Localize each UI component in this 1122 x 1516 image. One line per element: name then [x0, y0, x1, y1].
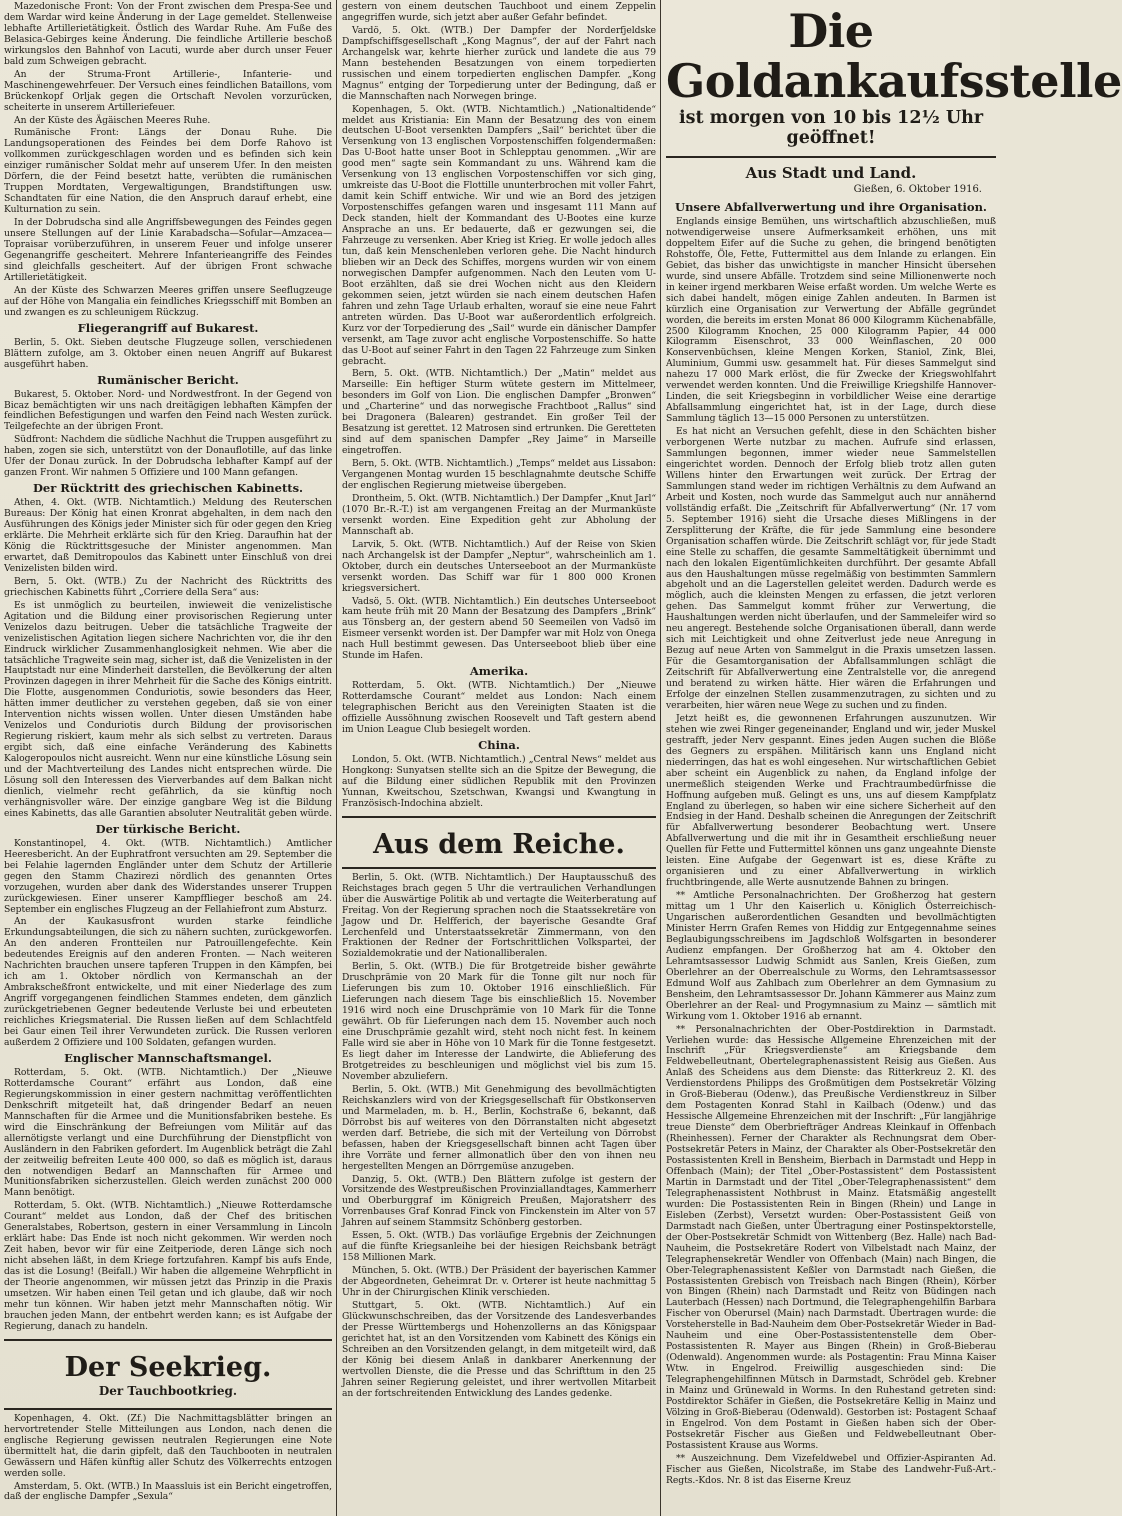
article-paragraph: Bern, 5. Okt. (WTB. Nichtamtlich.) Der „Matin“ meldet aus Marseille: Ein heftiger Sturm wütete gestern im Mittelmeer, besonders im Golf von Lion. Die englischen Dampfer „Bronwen“ und „Charterine“ und das norwegische Frachtboot „Rallus“ sind bei Dragonera (Balearen) gestrandet. Ein großer Teil der Besatzung ist gerettet. 12 Matrosen sind ertrunken. Die Geretteten sind auf dem spanischen Dampfer „Rey Jaime“ in Marseille eingetroffen. — [342, 368, 656, 457]
article-paragraph: Stuttgart, 5. Okt. (WTB. Nichtamtlich.) Auf ein Glückwunschschreiben, das der Vorsitzende des Landesverbandes der Presse Württembergs und Hohenzollerns an das Königspaar gerichtet hat, ist an den Vorsitzenden vom Kabinett des Königs ein Schreiben an den Vorsitzenden gelangt, in dem mitgeteilt wird, daß der König bei diesem Anlaß in dankbarer Anerkennung der wertvollen Dienste, die die Presse und das Schrifttum in den 25 Jahren seiner Regierung geleistet, und ihrer wertvollen Mitarbeit an der fortschreitenden Entwicklung des Landes gedenke. — [342, 1299, 656, 1399]
article-paragraph: Berlin, 5. Okt. Sieben deutsche Flugzeuge sollen, verschiedenen Blättern zufolge, am 3. Oktober einen neuen Angriff auf Bukarest ausgeführt haben. — [4, 336, 332, 370]
article-paragraph: Es hat nicht an Versuchen gefehlt, diese in den Schächten bisher verborgenen Werte nutzbar zu machen. Aufrufe sind erlassen, Sammlungen begonnen, immer wieder neue Sammelstellen eingerichtet worden. Dennoch der Erfolg blieb trotz allen guten Willens hinter den Erwartungen weit zurück. Der Ertrag der Sammlungen stand weder im richtigen Verhältnis zu dem Aufwand an Arbeit und Kosten, noch wurde das Sammelgut auch nur annähernd vollständig erfaßt. Die „Zeitschrift für Abfallverwertung“ (Nr. 17 vom 5. September 1916) sieht die Ursache dieses Mißlingens in der Zersplitterung der Kräfte, die für jede Sammlung eine besondere Organisation schaffen würde. Die Zeitschrift schlägt vor, für jede Stadt eine Stelle zu schaffen, die gesamte Sammeltätigkeit übernimmt und nach den lokalen Eigentümlichkeiten durchführt. Der gesamte Abfall aus den Haushaltungen müsse regelmäßig von bestimmten Sammlern abgeholt und an die Lagerstellen geleitet werden. Dadurch werde es möglich, auch die kleinsten Mengen zu erfassen, die jetzt verloren gehen. Das Sammelgut kommt früher zur Verwertung, die Haushaltungen werden nicht überlaufen, und der Sammeleifer wird so neu angeregt. Bestehende solche Organisationen überall, dann werde sich mit Leichtigkeit und ohne Zeitverlust jede neue Anregung in Bezug auf neue Arten von Sammelgut in die Praxis umsetzen lassen. Für die Gesamtorganisation der Abfallsammlungen schlägt die Zeitschrift für Abfallverwertung eine Zentralstelle vor, die anregend und beratend zu wirken hätte. Hier wären die Erfahrungen und Erfolge der einzelnen Stellen zusammenzutragen, zu sichten und zu verarbeiten, hier wären neue Wege zu suchen und zu finden. — [666, 426, 996, 711]
section-heading: Amerika. — [469, 664, 529, 679]
section-box — [342, 816, 656, 869]
article-paragraph: In der Dobrudscha sind alle Angriffsbewegungen des Feindes gegen unsere Stellungen auf der Linie Karabadscha—Sofular—Amzacea—Topraisar vorüberzuführen, in unserem Feuer und infolge unserer Gegenangriffe gescheitert. Mehrere Infanterieangriffe des Feindes sind gleichfalls gescheitert. Auf der übrigen Front schwache Artillerietätigkeit. — [4, 217, 332, 283]
dateline: Gießen, 6. Oktober 1916. — [853, 184, 982, 195]
section-subheading: Der Tauchbootkrieg. — [98, 1383, 238, 1398]
ad-title: Die Goldankaufsstelle — [666, 4, 1122, 108]
section-heading: Rumänischer Bericht. — [97, 372, 239, 387]
section-heading: Der türkische Bericht. — [95, 821, 241, 836]
article-heading: Unsere Abfallverwertung und ihre Organisation. — [675, 200, 987, 214]
article-paragraph: Danzig, 5. Okt. (WTB.) Den Blättern zufolge ist gestern der Vorsitzende des Westpreußischen Provinziallandtages, Kammerherr und Oberburggraf im Königreich Preußen, Majoratsherr des Vorrenbauses Graf Konrad Finck von Finckenstein im Alter von 57 Jahren auf seinem Stammsitz Schönberg gestorben. — [342, 1173, 656, 1229]
article-paragraph: An der Kaukasusfront wurden starke feindliche Erkundungsabteilungen, die sich zu nähern suchten, zurückgeworfen. An den anderen Frontteilen nur Patrouillengefechte. Kein bedeutendes Ereignis auf den anderen Fronten. — Nach weiteren Nachrichten brauchen unsere tapferen Truppen in den Kämpfen, bei ich am 1. Oktober nördlich von Kermanschah an der Ambrakscheßfront entwickelte, und mit einer Niederlage des zum Angriff vorgegangenen feindlichen Stammes endeten, dem gänzlich zurückgetriebenen Gegner bedeutende Verluste bei und erbeuteten reichliches Kriegsmaterial. Die Russen ließen auf dem Schlachtfeld bei Gaur einen Teil ihrer Verwundeten zurück. Die Russen verloren außerdem 2 Offiziere und 100 Soldaten, gefangen wurden. — [4, 916, 332, 1048]
article-paragraph: Bern, 5. Okt. (WTB. Nichtamtlich.) „Temps“ meldet aus Lissabon: Vergangenen Montag wurden 15 beschlagnahmte deutsche Schiffe der englischen Regierung mietweise übergeben. — [342, 458, 656, 491]
section-heading: Englischer Mannschaftsmangel. — [64, 1050, 272, 1065]
section-heading: Aus Stadt und Land. — [745, 164, 917, 182]
article-paragraph: Südfront: Nachdem die südliche Nachhut die Truppen ausgeführt zu haben, zogen sie sich, unterstützt von der Donauflotille, auf das linke Ufer der Donau zurück. In der Dobrudscha lebhafter Kampf auf der ganzen Front. Wir nahmen 5 Offiziere und 100 Mann gefangen. — [4, 434, 332, 479]
article-paragraph: Drontheim, 5. Okt. (WTB. Nichtamtlich.) Der Dampfer „Knut Jarl“ (1070 Br.-R.-T.) ist am vergangenen Freitag an der Murmanküste versenkt worden. Eine Expedition geht zur Abholung der Mannschaft ab. — [342, 492, 656, 537]
column-middle — [338, 0, 660, 1516]
article-paragraph: Bukarest, 5. Oktober. Nord- und Nordwestfront. In der Gegend von Bicaz bemächtigten wir uns nach dreitägigen lebhaften Kämpfen der feindlichen Befestigungen und warfen den Feind nach Westen zurück. Teilgefechte an der übrigen Front. — [4, 388, 332, 433]
article-paragraph: Kopenhagen, 4. Okt. (Zf.) Die Nachmittagsblätter bringen an hervortretender Stelle Mitteilungen aus London, nach denen die englische Regierung gewissen neutralen Regierungen eine Note übermittelt hat, die darin gipfelt, daß den Tauchbooten in neutralen Gewässern und Häfen künftig aller Schutz des Völkerrechts entzogen werden solle. — [4, 1412, 332, 1479]
article-paragraph: An der Küste des Schwarzen Meeres griffen unsere Seeflugzeuge auf der Höhe von Mangalia ein feindliches Kriegsschiff mit Bomben an und zwangen es zu schleunigem Rückzug. — [4, 284, 332, 318]
article-paragraph: Vardö, 5. Okt. (WTB.) Der Dampfer der Norderfjeldske Dampfschiffsgesellschaft „Kong Magnus“, der auf der Fahrt nach Archangelsk war, kehrte hierher zurück und landete die aus 79 Mann bestehenden Besatzungen von einem torpedierten russischen und einem torpedierten englischen Dampfer. „Kong Magnus“ entging der Torpedierung unter der Bedingung, daß er die Mannschaften nach Norwegen bringe. — [342, 24, 656, 102]
column-right — [662, 0, 1122, 1516]
article-paragraph: Mazedonische Front: Von der Front zwischen dem Prespa-See und dem Wardar wird keine Änderung in der Lage gemeldet. Stellenweise lebhafte Artillerietätigkeit. Östlich des Wardar Ruhe. Am Fuße des Belasica-Gebirges keine Änderung. Die feindliche Artillerie beschoß wirkungslos den Bahnhof von Lacuti, wurde aber durch unser Feuer bald zum Schweigen gebracht. — [4, 1, 332, 67]
article-paragraph: Konstantinopel, 4. Okt. (WTB. Nichtamtlich.) Amtlicher Heeresbericht. An der Euphratfront versuchten am 29. September die bei Felahie lagernden Engländer unter dem Schutz der Artillerie gegen den Stamm Chazirezi nördlich des genannten Ortes vorzugehen, wurden aber dank des Widerstandes unserer Truppen zurückgewiesen. Einer unserer Kampfflieger beschoß am 24. September ein englisches Flugzeug an der Fellahiefront zum Absturz. — [4, 837, 332, 915]
article-paragraph: Berlin, 5. Okt. (WTB. Nichtamtlich.) Der Hauptausschuß des Reichstages brach gegen 5 Uhr die vertraulichen Verhandlungen über die Auswärtige Politik ab und vertagte die Weiterberatung auf Freitag. Von der Regierung sprachen noch die Staatssekretäre von Jagow und Dr. Helfferich, der bayerische Gesandte Graf Lerchenfeld und Unterstaatssekretär Zimmermann, von den Fraktionen der Redner der Fortschrittlichen Volkspartei, der Sozialdemokratie und der Nationalliberalen. — [342, 871, 656, 960]
article-paragraph: Larvik, 5. Okt. (WTB. Nichtamtlich.) Auf der Reise von Skien nach Archangelsk ist der Dampfer „Neptur“, wahrscheinlich am 1. Oktober, durch ein deutsches Unterseeboot an der Murmanküste versenkt worden. Das Schiff war für 1 800 000 Kronen kriegsversichert. — [342, 538, 656, 594]
column-rule — [336, 0, 337, 1516]
article-paragraph: An der Küste des Ägäischen Meeres Ruhe. — [14, 114, 211, 126]
article-paragraph: München, 5. Okt. (WTB.) Der Präsident der bayerischen Kammer der Abgeordneten, Geheimrat Dr. v. Orterer ist heute nachmittag 5 Uhr in der Chirurgischen Klinik verschieden. — [342, 1265, 656, 1299]
article-paragraph: gestern von einem deutschen Tauchboot und einem Zeppelin angegriffen wurde, sich jetzt aber außer Gefahr befindet. — [342, 1, 656, 23]
section-box — [4, 1339, 332, 1410]
article-paragraph: Athen, 4. Okt. (WTB. Nichtamtlich.) Meldung des Reuterschen Bureaus: Der König hat einen Kronrat abgehalten, in dem nach den Ausführungen des Königs jeder Minister sich für oder gegen den Krieg erklärte. Die Mehrheit erklärte sich für den Krieg. Daraufhin hat der König die Rücktrittsgesuche der Minister angenommen. Man erwartet, daß Demitropoulos das Kabinett unter Einschluß von drei Venizelisten bilden wird. — [4, 497, 332, 574]
section-heading: Fliegerangriff auf Bukarest. — [77, 320, 259, 335]
article-paragraph: Vadsö, 5. Okt. (WTB. Nichtamtlich.) Ein deutsches Unterseeboot kam heute früh mit 20 Mann der Besatzung des Dampfers „Brink“ aus Tönsberg an, der gestern abend 50 Seemeilen von Vadsö im Eismeer versenkt worden ist. Der Dampfer war mit Holz von Onega nach Hull bestimmt gewesen. Das Unterseeboot blieb über eine Stunde im Hafen. — [342, 595, 656, 662]
column-left — [0, 0, 336, 1516]
article-paragraph: ** Personalnachrichten der Ober-Postdirektion in Darmstadt. Verliehen wurde: das Hessische Allgemeine Ehrenzeichen mit der Inschrift „Für Kriegsverdienste“ am Kriegsbande dem Feldwebelleutnant, Obertelegraphenassistent Reisig aus Gießen. Aus Anlaß des Scheidens aus dem Dienste: das Ritterkreuz 2. Kl. des Verdienstordens Philipps des Großmütigen dem Postsekretär Völzing in Groß-Bieberau (Odenw.), das Preußische Verdienstkreuz in Silber dem Postagenten Konrad Stahl in Kailbach (Odenw.) und das Hessische Allgemeine Ehrenzeichen mit der Inschrift: „Für langjährige treue Dienste“ dem Oberbriefträger Andreas Kleinkauf in Offenbach (Rheinhessen). Ferner der Charakter als Rechnungsrat dem Ober-Postsekretär Peters in Mainz, der Charakter als Ober-Postsekretär den Postassistenten Krell in Bensheim, Bierbach in Darmstadt und Hepp in Offenbach (Main); der Titel „Ober-Postassistent“ dem Postassistent Martin in Darmstadt und der Titel „Ober-Telegraphenassistent“ dem Telegraphenassistent Nothbrust in Mainz. Etatsmäßig angestellt wurden: Die Postassistenten Rein in Bingen (Rhein) und Lange in Eisleben (Zerbst), Versetzt wurden: Ober-Postassistent Geiß von Darmstadt nach Gießen, unter Übertragung einer Postinspektorstelle, der Ober-Postsekretär Schmidt von Wittenberg (Bez. Halle) nach Bad-Nauheim, die Postsekretäre Rodert von Vilbelstadt nach Mainz, der Telegraphensekretär Wendler von Offenbach (Main) nach Bingen, die Ober-Telegraphenassistent Keßler von Darmstadt nach Gießen, die Postassistenten Grebisch von Treisbach nach Bingen (Rhein), Körber von Bingen (Rhein) nach Darmstadt und Reitz von Büdingen nach Lauterbach (Hessen) nach Dortmund, die Telegraphengehilfin Barbara Fischer von Oberursel (Main) nach Darmstadt. Übertragen wurde: die Vorsteherstelle in Bad-Nauheim dem Ober-Postsekretär Wieder in Bad-Nauheim und eine Ober-Postassistentenstelle dem Ober-Postassistenten R. Mayer aus Bingen (Rhein) in Groß-Bieberau (Odenwald). Angenommen wurde: als Postagentin: Frau Minna Kaiser Wtw. in Engelrod. Freiwillig ausgeschieden sind: Die Telegraphengehilfinnen Mütsch in Darmstadt, Schrödel geb. Krebner in Mainz und Grünewald in Worms. In den Ruhestand getreten sind: Postdirektor Schäfer in Gießen, die Postsekretäre Kellig in Mainz und Völzing in Groß-Bieberau (Odenwald). Gestorben ist: Postagent Schaaf in Engelrod. Von dem Postamt in Gießen haben sich der Ober-Postsekretär Fischer aus Gießen und Feldwebelleutnant Ober-Postassistent Krause aus Worms. — [666, 1023, 996, 1451]
advertisement — [666, 4, 1122, 148]
article-paragraph: Essen, 5. Okt. (WTB.) Das vorläufige Ergebnis der Zeichnungen auf die fünfte Kriegsanleihe bei der hiesigen Reichsbank beträgt 158 Millionen Mark. — [342, 1230, 656, 1264]
article-paragraph: Rumänische Front: Längs der Donau Ruhe. Die Landungsoperationen des Feindes bei dem Dorfe Rahovo ist vollkommen zurückgeschlagen worden und es befinden sich kein einziger rumänischer Soldat mehr auf unserem Ufer. In den meisten Dörfern, die der Feind besetzt hatte, verübten die rumänischen Truppen Mordtaten, Vergewaltigungen, Brandstiftungen usw. Schandtaten für eine Nation, die den Anspruch darauf erhebt, eine Kulturnation zu sein. — [4, 127, 332, 216]
article-paragraph: Rotterdam, 5. Okt. (WTB. Nichtamtlich.) „Nieuwe Rotterdamsche Courant“ meldet aus London, daß der Chef des britischen Generalstabes, Robertson, gestern in einer Versammlung in Lincoln erklärt habe: Das Ende ist noch nicht gekommen. Wir werden noch Zeit haben, bevor wir für eine Zeitperiode, deren Länge sich noch nicht absehen läßt, in dem Kriege fortzufahren. Kampf bis aufs Ende, das ist die Losung! (Beifall.) Wir haben die allgemeine Wehrpflicht in der Theorie angenommen, wir müssen jetzt das Prinzip in die Praxis umsetzen. Wir haben einen Teil getan und ich glaube, daß wir noch mehr tun können. Wir haben jetzt mehr Mannschaften nötig. Wir brauchen jeden Mann, der entbehrt werden kann; es ist Aufgabe der Regierung, danach zu handeln. — [4, 1200, 332, 1332]
article-paragraph: Bern, 5. Okt. (WTB.) Zu der Nachricht des Rücktritts des griechischen Kabinetts führt „Corriere della Sera“ aus: — [4, 575, 332, 598]
article-paragraph: Englands einsige Bemühen, uns wirtschaftlich abzuschließen, muß notwendigerweise unsere Aufmerksamkeit erhöhen, uns mit doppeltem Eifer auf die Suche zu gehen, die bringend benötigten Rohstoffe, Öle, Fette, Futtermittel aus dem Inlande zu erlangen. Ein Gebiet, das bisher das unwichtigste in mancher Hinsicht übersehen wurde, sind unsere Abfälle. Trotzdem sind seine Millionenwerte noch in keiner irgend merkbaren Weise erfaßt worden. Um welche Werte es sich dabei handelt, mögen einige Zahlen andeuten. In Barmen ist kürzlich eine Organisation zur Verwertung der Abfälle gegründet worden, die bereits im ersten Monat 86 000 Kilogramm Küchenabfälle, 2500 Kilogramm Knochen, 25 000 Kilogramm Papier, 44 000 Kilogramm Eisenschrot, 33 000 Weinflaschen, 20 000 Konservenbüchsen, kleine Mengen Korken, Staniol, Zink, Blei, Aluminium, Gummi usw. gesammelt hat. Für dieses Sammelgut sind nahezu 17 000 Mark erlöst, die für Zwecke der Kriegswohlfahrt verwendet werden konnten. Und die Freiwillige Kriegshilfe Hannover-Linden, die seit Kriegsbeginn in vorbildlicher Weise eine derartige Abfallsammlung eingerichtet hat, ist in der Lage, durch diese Sammlung täglich 13—15 000 Personen zu unterstützen. — [666, 216, 996, 425]
section-heading: China. — [478, 738, 520, 752]
article-paragraph: Amsterdam, 5. Okt. (WTB.) In Maassluis ist ein Bericht eingetroffen, daß der englische Dampfer „Sexula“ — [4, 1480, 332, 1503]
article-paragraph: ** Amtliche Personalnachrichten. Der Großherzog hat gestern mittag um 1 Uhr den Kaiserlich u. Königlich Österreichisch-Ungarischen außerordentlichen Gesandten und bevollmächtigten Minister Herrn Grafen Remes von Hiddig zur Entgegennahme seines Beglaubigungsschreibens im Jagdschloß Wolfsgarten in besonderer Audienz empfangen. Der Großherzog hat am 4. Oktober den Lehramtsassessor Ludwig Schmidt aus Sanlen, Kreis Gießen, zum Oberlehrer an der Oberrealschule zu Worms, den Lehramtsassessor Edmund Wolf aus Zahlbach zum Oberlehrer an dem Gymnasium zu Bensheim, den Lehramtsassessor Dr. Johann Kämmerer aus Mainz zum Oberlehrer an der Real- und Progymnasium zu Mainz — sämtlich mit Wirkung vom 1. Oktober 1916 ab ernannt. — [666, 890, 996, 1022]
column-rule — [660, 0, 661, 1516]
ad-subtitle: ist morgen von 10 bis 12½ Uhr geöffnet! — [678, 108, 984, 148]
article-paragraph: Rotterdam, 5. Okt. (WTB. Nichtamtlich.) Der „Nieuwe Rotterdamsche Courant“ meldet aus London: Nach einem telegraphischen Bericht aus den Vereinigten Staaten ist die offizielle Aussöhnung zwischen Roosevelt und Taft gestern abend im Union League Club besiegelt worden. — [342, 680, 656, 736]
article-paragraph: Kopenhagen, 5. Okt. (WTB. Nichtamtlich.) „Nationaltidende“ meldet aus Kristiania: Ein Mann der Besatzung des von einem deutschen U-Boot versenkten Dampfers „Sail“ berichtet über die Versenkung von 13 englischen Vorpostenschiffen folgendermaßen: Das U-Boot hatte unser Boot in Schlepptau genommen. „Wir are good men“ sagte sein Kommandant zu uns. Während kam die Versenkung von 13 englischen Vorpostenschiffen vor sich ging, umkreiste das U-Boot die Flottille ununterbrochen mit voller Fahrt, damit kein Schiff entwiche. Wir und wie an Bord des jetzigen Vorpostenschiffes gefangen waren und insgesamt 111 Mann auf Deck standen, hielt der Kommandant des U-Bootes eine kurze Ansprache an uns. Er bedauerte, daß er gezwungen sei, die Fahrzeuge zu versenken. Aber Krieg ist Krieg. Er wolle jedoch alles tun, daß kein Menschenleben verloren gehe. Die Nacht hindurch blieben wir an Deck des Schiffes, morgens wurden wir von einem norwegischen Dampfer aufgenommen. Nach den Leuten vom U-Boot erzählten, daß sie drei Wochen nicht aus den Kleidern gekommen seien, jetzt würden sie nach einem deutschen Hafen fahren und zehn Tage Urlaub erhalten, worauf sie eine neue Fahrt antreten würden. Das U-Boot war außerordentlich erfolgreich. Kurz vor der Torpedierung des „Sail“ wurde ein dänischer Dampfer versenkt, am Tage zuvor acht englische Vorpostenschiffe. So hatte das U-Boot auf seiner Fahrt in den Tagen 22 Fahrzeuge zum Sinken gebracht. — [342, 103, 656, 367]
article-paragraph: London, 5. Okt. (WTB. Nichtamtlich.) „Central News“ meldet aus Hongkong: Sunyatsen stellte sich an die Spitze der Bewegung, die auf die Bildung einer südlichen Republik mit den Provinzen Yunnan, Kweitschou, Szetschwan, Kwangsi und Kwangtung in Französisch-Indochina abzielt. — [342, 754, 656, 809]
article-paragraph: Rotterdam, 5. Okt. (WTB. Nichtamtlich.) Der „Nieuwe Rotterdamsche Courant“ erfährt aus London, daß eine Regierungskommission in einer gestern nachmittag veröffentlichten Denkschrift mitgeteilt hat, daß dringender Bedarf an neuen Mannschaften für die Armee und die Munitionsfabriken bestehe. Es wird die Einschränkung der Befreiungen vom Militär auf das allernötigste verlangt und eine Durchführung der Dienstpflicht von Ausländern in den Fabriken gefordert. Im Augenblick beträgt die Zahl der zeitweilig befreiten Leute 400 000, so daß es möglich ist, daraus den notwendigen Bedarf an Mannschaften für Armee und Munitionsfabriken sicherzustellen. Gleich werden zunächst 200 000 Mann benötigt. — [4, 1066, 332, 1199]
article-paragraph: Berlin, 5. Okt. (WTB.) Mit Genehmigung des bevollmächtigten Reichskanzlers wird von der Kriegsgesellschaft für Obstkonserven und Marmeladen, m. b. H., Berlin, Kochstraße 6, bekannt, daß Dörrobst bis auf weiteres von den Dörranstalten nicht abgesetzt werden darf. Betriebe, die sich mit der Verteilung von Dörrobst befassen, haben der Kriegsgesellschaft binnen acht Tagen über ihre Vorräte und ferner allmonatlich über den von ihnen neu hergestellten Mengen an Dörrgemüse anzugeben. — [342, 1083, 656, 1172]
article-paragraph: Jetzt heißt es, die gewonnenen Erfahrungen auszunutzen. Wir stehen wie zwei Ringer gegeneinander, England und wir, jeder Muskel gestrafft, jeder Nerv gespannt. Eines jeden Augen suchen die Blöße des Gegners zu erspähen. Militärisch kann uns England nicht niederringen, das hat es wohl eingesehen. Nur wirtschaftlichen Gebiet aber scheint ein Augenblick zu nahen, da England infolge der unermeßlich steigenden Werke und Frachtraumbedürfnisse die Hoffnung aufgeben muß. Gelingt es uns, uns auf diesem Kampfplatz England zu überlegen, so haben wir eine sichere Sicherheit auf den Endsieg in der Hand. Deshalb scheinen die Anregungen der Zeitschrift für Abfallverwertung besonderer Beobachtung wert. Unsere Abfallverwertung und die mit ihr in Gesamtheit erschließung neuer Quellen für Fette und Futtermittel können uns ganz ungeahnte Dienste leisten. Eine Aufgabe der Gegenwart ist es, diese Kräfte zu organisieren und zu einer Abfallverwertung in wirklich fruchtbringende, alle Werte ausnutzende Bahnen zu bringen. — [666, 712, 996, 889]
section-title-large: Der Seekrieg. — [64, 1351, 272, 1383]
divider — [666, 156, 996, 158]
article-paragraph: Es ist unmöglich zu beurteilen, inwieweit die venizelistische Agitation und die Bildung einer provisorischen Regierung unter Venizelos dazu beitrugen. Ueber die tatsächliche Tragweite der venizelistischen Agitation liegen sichere Nachrichten vor, die ihr den Eindruck wirklicher Zusammenhanglosigkeit nehmen. Wie aber die tatsächliche Tragweite sein mag, sicher ist, daß die Venizelisten in der Hauptstadt nur eine Minderheit darstellen, die Bevölkerung der alten Provinzen dagegen in ihrer Mehrheit für die Sache des Königs eintritt. Die Flotte, ausgenommen Conduriotis, sowie besonders das Heer, hätten immer deutlicher zu verstehen gegeben, daß sie von einer Intervention nichts wissen wollen. Unter diesen Umständen habe Venizelos und Conduriotis durch Bildung der provisorischen Regierung riskiert, kaum mehr als sich selbst zu vertreten. Daraus ergibt sich, daß eine einfache Veränderung des Kabinetts Kalogeropoulos nicht ausreicht. Wenn nur eine künstliche Lösung sein und der Machtverteilung des Landes nicht entsprechen würde. Die Lösung soll den Interessen des Vierverbandes auf dem Balkan nicht dienlich, vielmehr recht gefährlich, da sie künftig noch verhängnisvoller wäre. Der einzige gangbare Weg ist die Bildung eines Kabinetts, das alle Garantien absoluter Neutralität geben würde. — [4, 599, 332, 819]
article-paragraph: ** Auszeichnung. Dem Vizefeldwebel und Offizier-Aspiranten Ad. Fischer aus Gießen, Nicolstraße, im Stabe des Landwehr-Fuß-Art.-Regts.-Kdos. Nr. 8 ist das Eiserne Kreuz — [666, 1452, 996, 1486]
section-heading: Der Rücktritt des griechischen Kabinetts. — [32, 481, 304, 496]
article-paragraph: Berlin, 5. Okt. (WTB.) Die für Brotgetreide bisher gewährte Druschprämie von 20 Mark für die Tonne gilt nur noch für Lieferungen bis zum 10. Oktober 1916 einschließlich. Für Lieferungen nach diesem Tage bis einschließlich 15. November 1916 wird noch eine Druschprämie von 10 Mark für die Tonne gewährt. Ob für Lieferungen nach dem 15. November auch noch eine Druschprämie gezahlt wird, steht noch nicht fest. In keinem Falle wird sie aber in Höhe von 10 Mark für die Tonne festgesetzt. Es liegt daher im Interesse der Landwirte, die Ablieferung des Brotgetreides zu beschleunigen und möglichst viel bis zum 15. November abzuliefern. — [342, 961, 656, 1082]
section-title-large: Aus dem Reiche. — [373, 828, 625, 860]
article-paragraph: An der Struma-Front Artillerie-, Infanterie- und Maschinengewehrfeuer. Der Versuch eines feindlichen Bataillons, vom Brückenkopf Orljak gegen die Ortschaft Nevolen vorzurücken, scheiterte in unserem Artilleriefeuer. — [4, 68, 332, 113]
